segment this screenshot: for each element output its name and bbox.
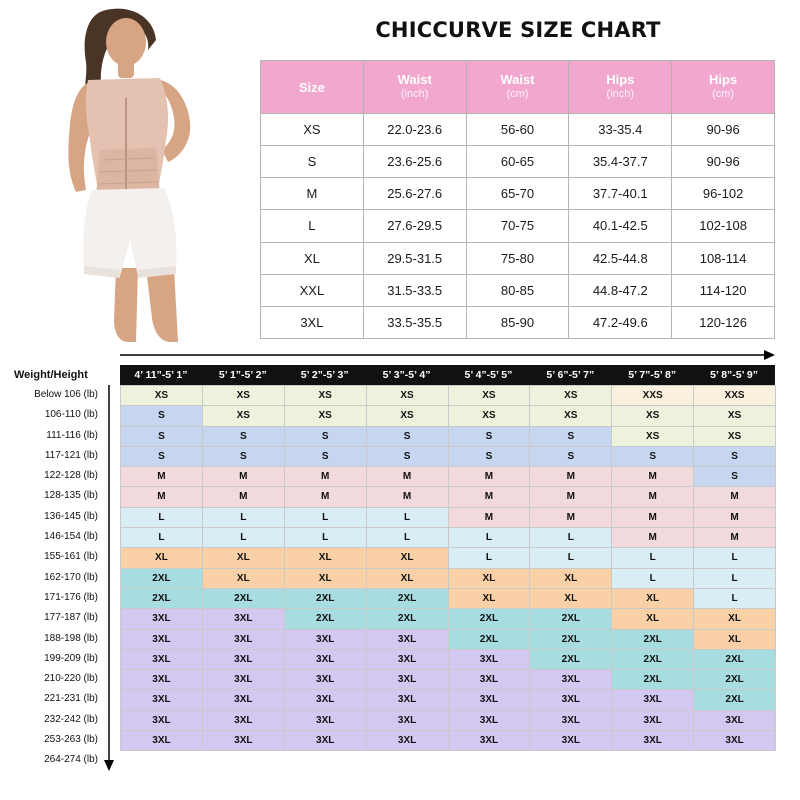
size-grid-cell: 2XL — [285, 589, 367, 609]
white-shorts — [83, 188, 176, 278]
size-grid-cell: L — [121, 528, 203, 548]
size-grid-cell: M — [449, 487, 531, 507]
size-grid-cell: XS — [612, 406, 694, 426]
size-grid-cell: S — [203, 447, 285, 467]
size-grid-cell: 3XL — [449, 650, 531, 670]
height-range-label: 4’ 11”-5’ 1” — [134, 369, 188, 381]
size-table-cell: L — [261, 210, 364, 242]
size-grid-cell: L — [367, 508, 449, 528]
size-grid-cell: 3XL — [203, 690, 285, 710]
size-grid-cell: XS — [449, 386, 531, 406]
weight-range-label: 264-274 (lb) — [44, 754, 98, 766]
header-hips-inch: Hips (inch) — [569, 61, 672, 114]
size-grid-cell: 2XL — [203, 589, 285, 609]
size-grid-cell: 3XL — [203, 630, 285, 650]
size-table-cell: 25.6-27.6 — [363, 178, 466, 210]
size-table-cell: XS — [261, 114, 364, 146]
weight-range-label: 177-187 (lb) — [44, 612, 98, 624]
size-grid-cell: 2XL — [367, 609, 449, 629]
size-grid-cell: 3XL — [530, 670, 612, 690]
size-grid-cell: 2XL — [612, 670, 694, 690]
size-grid-cell: 3XL — [367, 670, 449, 690]
size-grid-cell: 3XL — [121, 609, 203, 629]
size-grid-cell: L — [203, 508, 285, 528]
size-grid-cell: 3XL — [121, 731, 203, 751]
size-table-cell: M — [261, 178, 364, 210]
size-grid-cell: M — [203, 467, 285, 487]
size-grid-cell: M — [203, 487, 285, 507]
size-grid-cell: 3XL — [121, 690, 203, 710]
size-grid-cell: 3XL — [367, 731, 449, 751]
size-grid-cell: 3XL — [203, 670, 285, 690]
size-grid-cell: L — [367, 528, 449, 548]
height-range-label: 5’ 7”-5’ 8” — [628, 369, 677, 381]
header-size: Size — [261, 61, 364, 114]
size-grid-cell: M — [530, 487, 612, 507]
weight-range-label: 122-128 (lb) — [44, 470, 98, 482]
size-table-cell: 120-126 — [672, 306, 775, 338]
size-grid-cell: 3XL — [285, 711, 367, 731]
size-grid-cell: 3XL — [694, 731, 776, 751]
size-table-cell: 3XL — [261, 306, 364, 338]
weight-range-label: 128-135 (lb) — [44, 490, 98, 502]
weight-labels-column — [0, 385, 104, 771]
size-grid-cell: XS — [367, 386, 449, 406]
size-table-cell: 47.2-49.6 — [569, 306, 672, 338]
size-grid-cell: M — [449, 508, 531, 528]
size-grid-cell: XS — [203, 406, 285, 426]
size-measurement-table — [260, 60, 775, 339]
size-grid-cell: 3XL — [203, 731, 285, 751]
size-grid-cell: M — [367, 467, 449, 487]
size-grid-cell: XS — [121, 386, 203, 406]
size-grid-cell: XL — [612, 589, 694, 609]
size-grid-cell: 2XL — [449, 630, 531, 650]
size-grid-cell: M — [285, 487, 367, 507]
size-grid-cell: XS — [530, 406, 612, 426]
size-grid-cell: 3XL — [612, 711, 694, 731]
size-grid-cell: S — [367, 427, 449, 447]
weight-range-label: Below 106 (lb) — [34, 389, 98, 400]
height-range-label: 5’ 4”-5’ 5” — [464, 369, 513, 381]
size-table-cell: XL — [261, 242, 364, 274]
size-grid-cell: XL — [449, 569, 531, 589]
size-grid-cell: L — [449, 528, 531, 548]
size-grid-cell: L — [530, 528, 612, 548]
size-grid-cell: M — [367, 487, 449, 507]
weight-range-label: 221-231 (lb) — [44, 693, 98, 705]
size-grid-cell: M — [694, 508, 776, 528]
size-grid-cell: S — [612, 447, 694, 467]
size-table-cell: 102-108 — [672, 210, 775, 242]
size-grid-cell: 3XL — [449, 670, 531, 690]
weight-range-label: 111-116 (lb) — [46, 429, 98, 441]
size-table-cell: S — [261, 146, 364, 178]
header-hips-cm: Hips (cm) — [672, 61, 775, 114]
size-grid-cell: L — [530, 548, 612, 568]
size-grid-cell: 3XL — [285, 690, 367, 710]
size-grid-cell: S — [121, 406, 203, 426]
size-table-cell: 35.4-37.7 — [569, 146, 672, 178]
size-grid-cell: XS — [530, 386, 612, 406]
size-grid-cell: XL — [694, 630, 776, 650]
weight-range-label: 171-176 (lb) — [44, 591, 98, 603]
size-table-cell: 42.5-44.8 — [569, 242, 672, 274]
size-grid-cell: L — [121, 508, 203, 528]
size-table-cell: 22.0-23.6 — [363, 114, 466, 146]
size-grid-cell: S — [121, 447, 203, 467]
size-table-row — [261, 114, 775, 146]
size-grid-cell: L — [449, 548, 531, 568]
size-grid-cell: 2XL — [530, 650, 612, 670]
size-grid-cell: XL — [203, 569, 285, 589]
size-grid-cell: 2XL — [694, 650, 776, 670]
size-grid-cell: XL — [285, 569, 367, 589]
size-grid-cell: S — [367, 447, 449, 467]
weight-range-label: 106-110 (lb) — [44, 409, 98, 421]
size-table-row — [261, 274, 775, 306]
size-table-cell: 56-60 — [466, 114, 569, 146]
size-table-cell: 33-35.4 — [569, 114, 672, 146]
size-grid-cell: 2XL — [285, 609, 367, 629]
size-grid-cell: 3XL — [203, 609, 285, 629]
size-grid-cell: M — [612, 528, 694, 548]
size-grid-cell: 3XL — [121, 711, 203, 731]
size-grid-cell: 2XL — [612, 650, 694, 670]
size-grid-cell: 2XL — [449, 609, 531, 629]
size-table-cell: 75-80 — [466, 242, 569, 274]
size-table-row — [261, 146, 775, 178]
size-grid-cell: S — [285, 427, 367, 447]
size-table-body — [261, 114, 775, 339]
size-grid-cell: M — [121, 487, 203, 507]
size-table-header-row — [261, 61, 775, 114]
size-table-row — [261, 306, 775, 338]
size-grid-cell: L — [694, 569, 776, 589]
size-grid-cell: XS — [285, 406, 367, 426]
size-grid-cell: 3XL — [612, 690, 694, 710]
size-table-cell: 70-75 — [466, 210, 569, 242]
size-grid-cell: 3XL — [449, 711, 531, 731]
size-table-row — [261, 178, 775, 210]
size-grid-cell: 3XL — [121, 670, 203, 690]
weight-range-label: 232-242 (lb) — [44, 713, 98, 725]
size-grid-cell: M — [285, 467, 367, 487]
size-grid-cell: XS — [367, 406, 449, 426]
size-grid-cell: 3XL — [367, 650, 449, 670]
size-grid-cell: 3XL — [121, 630, 203, 650]
weight-range-label: 136-145 (lb) — [44, 510, 98, 522]
size-table-row — [261, 210, 775, 242]
size-grid-cell: 2XL — [612, 630, 694, 650]
weight-range-label: 162-170 (lb) — [44, 571, 98, 583]
size-grid-cell: L — [612, 548, 694, 568]
size-table-cell: 27.6-29.5 — [363, 210, 466, 242]
size-grid-cell: M — [530, 508, 612, 528]
weight-range-label: 253-263 (lb) — [44, 734, 98, 746]
size-grid-cell: 3XL — [367, 630, 449, 650]
size-grid-cell: S — [203, 427, 285, 447]
size-table-cell: 29.5-31.5 — [363, 242, 466, 274]
size-grid-cell: 3XL — [530, 711, 612, 731]
size-grid-cell: 3XL — [612, 731, 694, 751]
height-range-label: 5’ 8”-5’ 9” — [710, 369, 758, 381]
size-grid-cell: XL — [367, 569, 449, 589]
size-grid-cell: 3XL — [530, 690, 612, 710]
size-table-cell: 90-96 — [672, 146, 775, 178]
size-grid-cell: 3XL — [285, 650, 367, 670]
size-grid-cell: 2XL — [367, 589, 449, 609]
size-grid-cell: XL — [449, 589, 531, 609]
page-title: CHICCURVE SIZE CHART — [375, 18, 661, 42]
size-grid-cell: 2XL — [121, 589, 203, 609]
model-photo — [28, 0, 228, 345]
size-grid-cell: L — [694, 548, 776, 568]
size-grid-cell: 3XL — [530, 731, 612, 751]
size-grid-cell: XL — [367, 548, 449, 568]
size-grid-cell: 3XL — [285, 731, 367, 751]
size-grid-cell: M — [612, 467, 694, 487]
size-grid-cell: XS — [612, 427, 694, 447]
size-grid-cell: M — [121, 467, 203, 487]
size-grid-cell: 3XL — [285, 670, 367, 690]
size-table-cell: 33.5-35.5 — [363, 306, 466, 338]
size-grid-cell: XL — [530, 569, 612, 589]
size-grid-cell: S — [694, 467, 776, 487]
size-grid-cell: XL — [203, 548, 285, 568]
weight-axis-arrowhead — [104, 760, 114, 771]
size-grid-cell: S — [530, 427, 612, 447]
size-grid-cell: XS — [694, 406, 776, 426]
size-grid-cell: M — [694, 528, 776, 548]
height-header-row — [120, 365, 775, 385]
size-grid-cell: M — [612, 487, 694, 507]
size-grid-cell: XS — [694, 427, 776, 447]
size-table-cell: 37.7-40.1 — [569, 178, 672, 210]
size-grid-cell: 3XL — [203, 711, 285, 731]
size-grid-cell: M — [449, 467, 531, 487]
size-grid-cell: 2XL — [694, 690, 776, 710]
size-grid-cell: XS — [449, 406, 531, 426]
size-grid-cell: S — [449, 427, 531, 447]
size-table-cell: 85-90 — [466, 306, 569, 338]
size-grid-cell: XL — [694, 609, 776, 629]
size-grid-cell: 3XL — [367, 690, 449, 710]
size-grid-cell: XL — [121, 548, 203, 568]
size-table-cell: 96-102 — [672, 178, 775, 210]
weight-range-label: 117-121 (lb) — [44, 449, 98, 461]
size-table-cell: 90-96 — [672, 114, 775, 146]
height-range-label: 5’ 2”-5’ 3” — [300, 369, 349, 381]
header-waist-cm: Waist (cm) — [466, 61, 569, 114]
height-axis-arrowhead — [764, 350, 775, 360]
size-grid-cell: M — [612, 508, 694, 528]
size-table-cell: 40.1-42.5 — [569, 210, 672, 242]
size-grid-cell: L — [285, 528, 367, 548]
size-grid-cell: XXS — [694, 386, 776, 406]
size-grid-cell: L — [694, 589, 776, 609]
size-recommendation-grid — [120, 385, 776, 751]
height-range-label: 5’ 1”-5’ 2” — [218, 369, 267, 381]
size-grid-cell: S — [449, 447, 531, 467]
weight-range-label: 210-220 (lb) — [44, 673, 98, 685]
size-grid-cell: 3XL — [367, 711, 449, 731]
height-range-label: 5’ 3”-5’ 4” — [382, 369, 431, 381]
size-grid-cell: M — [530, 467, 612, 487]
size-grid-cell: 3XL — [449, 690, 531, 710]
size-table-cell: 114-120 — [672, 274, 775, 306]
size-grid-cell: S — [694, 447, 776, 467]
weight-range-label: 199-209 (lb) — [44, 652, 98, 664]
weight-range-label: 146-154 (lb) — [44, 531, 98, 543]
size-table-cell: 60-65 — [466, 146, 569, 178]
weight-range-label: 155-161 (lb) — [44, 551, 98, 563]
size-grid-cell: S — [530, 447, 612, 467]
size-grid-cell: 2XL — [694, 670, 776, 690]
weight-height-label: Weight/Height — [14, 369, 88, 381]
size-grid-cell: XS — [203, 386, 285, 406]
size-grid-cell: 3XL — [694, 711, 776, 731]
header-waist-inch: Waist (inch) — [363, 61, 466, 114]
size-grid-cell: 3XL — [285, 630, 367, 650]
size-grid-cell: L — [285, 508, 367, 528]
size-grid-cell: M — [694, 487, 776, 507]
size-grid-cell: L — [612, 569, 694, 589]
size-grid-cell: XL — [285, 548, 367, 568]
size-grid-cell: S — [285, 447, 367, 467]
size-table-cell: 80-85 — [466, 274, 569, 306]
size-grid-cell: 3XL — [449, 731, 531, 751]
size-grid-cell: 2XL — [530, 630, 612, 650]
size-grid-cell: 3XL — [203, 650, 285, 670]
size-table-row — [261, 242, 775, 274]
size-grid-cell: 3XL — [121, 650, 203, 670]
size-grid-cell: 2XL — [530, 609, 612, 629]
size-table-cell: 23.6-25.6 — [363, 146, 466, 178]
size-grid-cell: XXS — [612, 386, 694, 406]
size-grid-cell: XL — [612, 609, 694, 629]
size-grid-cell: L — [203, 528, 285, 548]
size-table-cell: 44.8-47.2 — [569, 274, 672, 306]
size-grid-cell: XL — [530, 589, 612, 609]
height-range-label: 5’ 6”-5’ 7” — [546, 369, 595, 381]
size-grid-cell: S — [121, 427, 203, 447]
shapewear-vest — [86, 78, 168, 196]
size-table-cell: 65-70 — [466, 178, 569, 210]
size-table-cell: XXL — [261, 274, 364, 306]
weight-range-label: 188-198 (lb) — [44, 632, 98, 644]
size-grid-cell: XS — [285, 386, 367, 406]
size-table-cell: 31.5-33.5 — [363, 274, 466, 306]
size-table-cell: 108-114 — [672, 242, 775, 274]
size-grid-cell: 2XL — [121, 569, 203, 589]
